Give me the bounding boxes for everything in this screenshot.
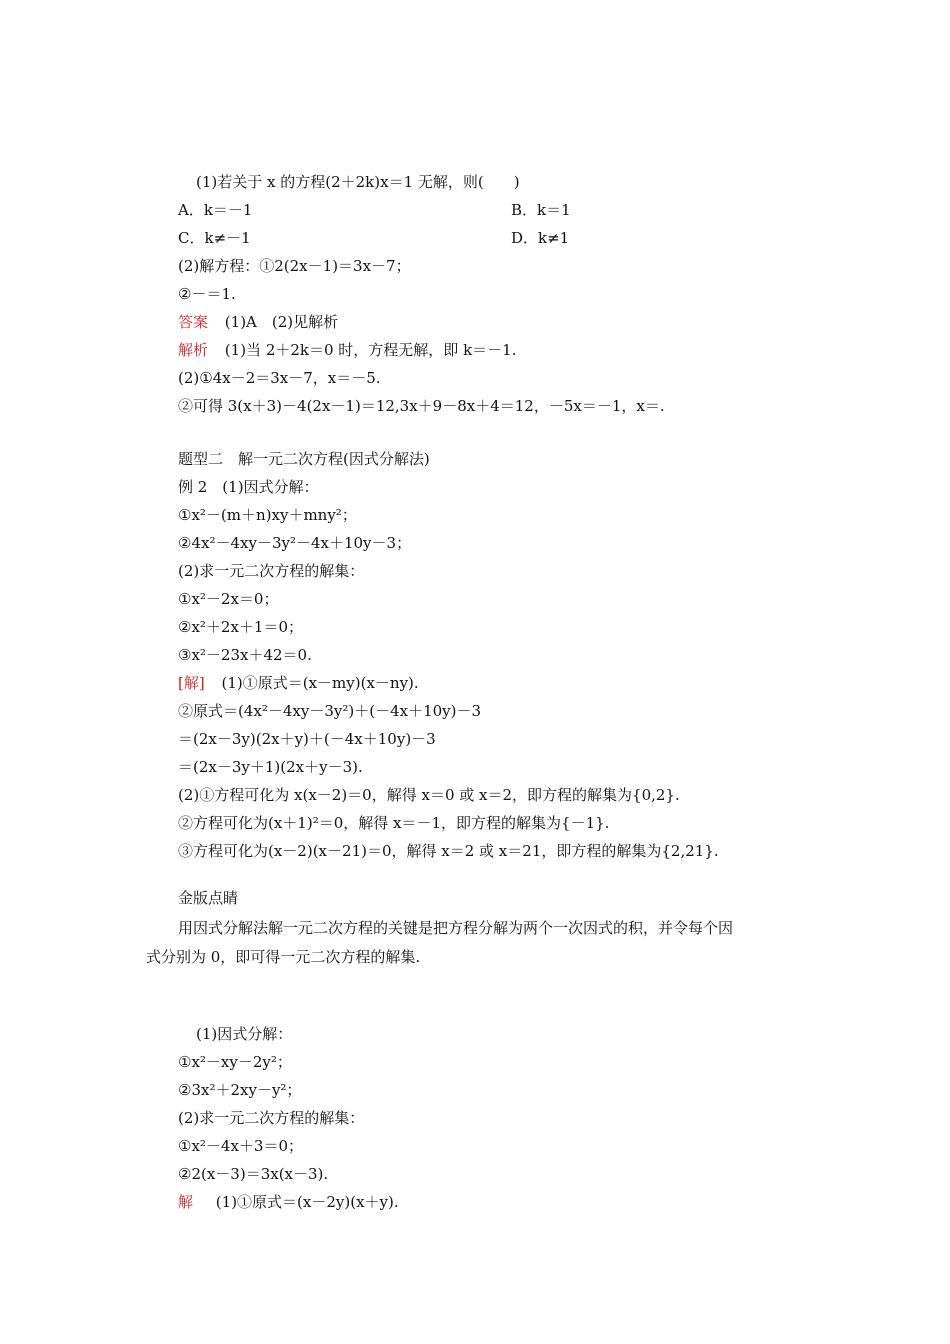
solution-line-7: ③方程可化为(x－2)(x－21)＝0，解得 x＝2 或 x＝21，即方程的解集为{2,21}. <box>178 842 719 860</box>
question-1: (1)若关于 x 的方程(2＋2k)x＝1 无解，则( ) <box>196 173 520 191</box>
option-d: D．k≠1 <box>511 229 570 247</box>
practice-solution-text: (1)①原式＝(x－2y)(x＋y). <box>215 1193 399 1211</box>
example-item-1: ①x²－(m＋n)xy＋mny²； <box>178 506 357 524</box>
analysis-step-2: (2)①4x－2＝3x－7，x＝－5. <box>178 369 381 387</box>
practice-question-1: (1)因式分解： <box>196 1025 293 1043</box>
option-a: A．k＝－1 <box>178 201 253 219</box>
solution-text-1: (1)①原式＝(x－my)(x－ny). <box>221 674 419 692</box>
example-title: 例 2 (1)因式分解： <box>178 478 319 496</box>
example-item-5: ③x²－23x＋42＝0. <box>178 646 312 664</box>
example-item-2: ②4x²－4xy－3y²－4x＋10y－3； <box>178 534 412 552</box>
example-subtitle: (2)求一元二次方程的解集： <box>178 562 365 580</box>
analysis-label: 解析 <box>178 341 209 359</box>
answer-line <box>178 312 338 332</box>
option-b: B．k＝1 <box>511 201 571 219</box>
tip-paragraph-2: 式分别为 0，即可得一元二次方程的解集. <box>146 948 421 966</box>
practice-solution-line <box>178 1192 399 1212</box>
practice-item-3: ①x²－4x＋3＝0； <box>178 1137 304 1155</box>
solution-line-4: ＝(2x－3y＋1)(2x＋y－3). <box>178 758 363 776</box>
question-2: (2)解方程：①2(2x－1)＝3x－7； <box>178 257 411 275</box>
tip-paragraph-1: 用因式分解法解一元二次方程的关键是把方程分解为两个一次因式的积，并令每个因 <box>178 919 734 937</box>
section-heading: 题型二 解一元二次方程(因式分解法) <box>178 450 430 468</box>
solution-line-3: ＝(2x－3y)(2x＋y)＋(－4x＋10y)－3 <box>178 730 436 748</box>
example-item-4: ②x²＋2x＋1＝0； <box>178 618 304 636</box>
option-c: C．k≠－1 <box>178 229 251 247</box>
solution-label: [解] <box>178 674 205 692</box>
tip-heading: 金版点睛 <box>178 889 239 907</box>
analysis-line <box>178 340 516 360</box>
practice-solution-label: 解 <box>178 1193 194 1211</box>
solution-line-5: (2)①方程可化为 x(x－2)＝0，解得 x＝0 或 x＝2，即方程的解集为{0,2}. <box>178 786 680 804</box>
analysis-step-3: ②可得 3(x＋3)－4(2x－1)＝12,3x＋9－8x＋4＝12，－5x＝－1，x＝. <box>178 397 665 415</box>
practice-item-2: ②3x²＋2xy－y²； <box>178 1081 302 1099</box>
answer-label: 答案 <box>178 313 209 331</box>
practice-question-2: (2)求一元二次方程的解集： <box>178 1109 365 1127</box>
analysis-text: (1)当 2＋2k＝0 时，方程无解，即 k＝－1. <box>224 341 517 359</box>
example-item-3: ①x²－2x＝0； <box>178 590 279 608</box>
practice-item-1: ①x²－xy－2y²； <box>178 1053 292 1071</box>
practice-item-4: ②2(x－3)＝3x(x－3). <box>178 1165 329 1183</box>
solution-line-1 <box>178 673 419 693</box>
question-2-part-2: ②－＝1. <box>178 285 236 303</box>
solution-line-6: ②方程可化为(x＋1)²＝0，解得 x＝－1，即方程的解集为{－1}. <box>178 814 610 832</box>
solution-line-2: ②原式＝(4x²－4xy－3y²)＋(－4x＋10y)－3 <box>178 702 482 720</box>
answer-text: (1)A (2)见解析 <box>224 313 339 331</box>
